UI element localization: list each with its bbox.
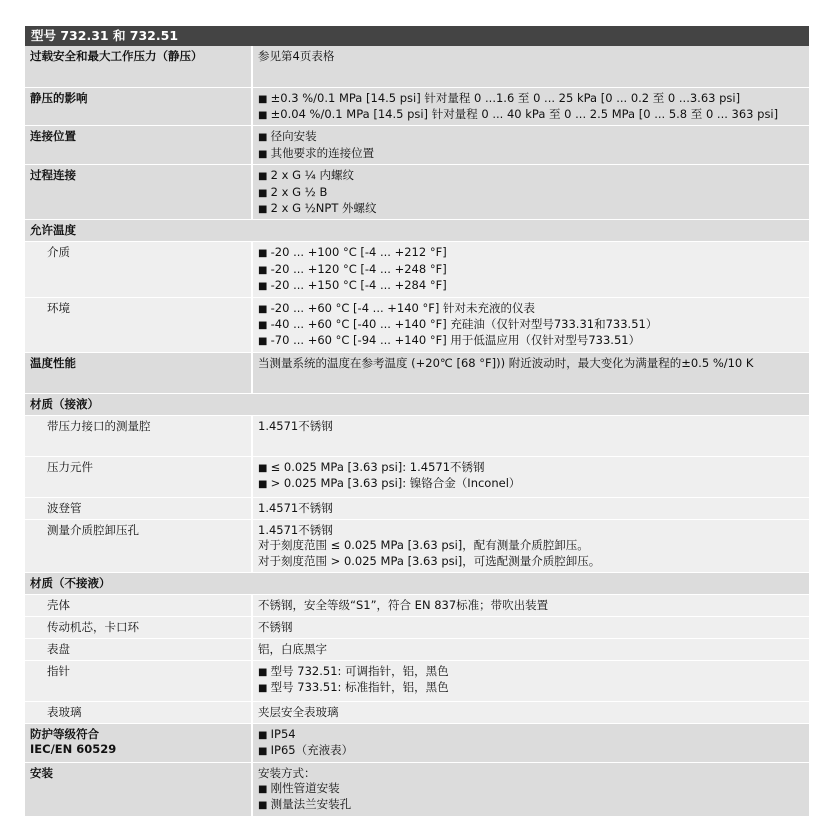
table-row bbox=[25, 46, 809, 87]
row-label: 传动机芯，卡口环 bbox=[25, 616, 252, 638]
table-row bbox=[25, 723, 809, 762]
row-value: ■ 刚性管道安装 bbox=[258, 781, 804, 797]
table-row bbox=[25, 165, 809, 220]
row-label: 过程连接 bbox=[25, 165, 252, 220]
row-value: ■ 2 x G ¼ 内螺纹 bbox=[258, 168, 804, 184]
table-row bbox=[25, 87, 809, 126]
row-label: 安装 bbox=[25, 762, 252, 816]
section-row bbox=[25, 572, 809, 594]
section-label: 材质（不接液） bbox=[25, 572, 809, 594]
table-row bbox=[25, 616, 809, 638]
row-value: ■ -70 ... +60 °C [-94 ... +140 °F] 用于低温应用（仅针对型号733.51） bbox=[258, 333, 804, 349]
row-value: ■ IP65（充液表） bbox=[258, 743, 804, 759]
row-label: 波登管 bbox=[25, 497, 252, 519]
row-value: ■ 径向安装 bbox=[258, 129, 804, 145]
row-value: 对于刻度范围 ≤ 0.025 MPa [3.63 psi]，配有测量介质腔卸压。 bbox=[258, 538, 589, 553]
table-row bbox=[25, 126, 809, 165]
row-value: ■ 其他要求的连接位置 bbox=[258, 146, 804, 162]
table-row bbox=[25, 594, 809, 616]
row-label: 表玻璃 bbox=[25, 701, 252, 723]
row-label: 带压力接口的测量腔 bbox=[25, 415, 252, 456]
spec-table-container bbox=[25, 26, 809, 817]
row-label-line2: IEC/EN 60529 bbox=[30, 742, 117, 757]
table-row bbox=[25, 762, 809, 816]
table-row bbox=[25, 660, 809, 701]
spec-table bbox=[25, 46, 809, 817]
table-row bbox=[25, 456, 809, 497]
section-row bbox=[25, 220, 809, 242]
table-row bbox=[25, 497, 809, 519]
row-value: 1.4571不锈钢 bbox=[258, 418, 333, 433]
row-label: 壳体 bbox=[25, 594, 252, 616]
row-label: 环境 bbox=[25, 297, 252, 352]
table-row bbox=[25, 297, 809, 352]
row-value: 当测量系统的温度在参考温度 (+20℃ [68 °F])) 附近波动时，最大变化为满量程的±0.5 %/10 K bbox=[258, 355, 754, 370]
row-value: ■ 型号 733.51: 标准指针，铝，黑色 bbox=[258, 680, 804, 696]
row-value: ■ -20 ... +100 °C [-4 ... +212 °F] bbox=[258, 245, 804, 261]
section-label: 材质（接液） bbox=[25, 393, 809, 415]
row-value: ■ -20 ... +120 °C [-4 ... +248 °F] bbox=[258, 262, 804, 278]
row-value: 夹层安全表玻璃 bbox=[258, 704, 339, 719]
row-value: ■ -20 ... +150 °C [-4 ... +284 °F] bbox=[258, 278, 804, 294]
row-label: 过载安全和最大工作压力（静压） bbox=[25, 46, 252, 87]
row-value: ■ 2 x G ½NPT 外螺纹 bbox=[258, 201, 804, 217]
row-value: ■ IP54 bbox=[258, 727, 804, 743]
row-label: 指针 bbox=[25, 660, 252, 701]
row-label: 压力元件 bbox=[25, 456, 252, 497]
table-row bbox=[25, 415, 809, 456]
row-value: 安装方式： bbox=[258, 765, 316, 780]
row-value: 1.4571不锈钢 bbox=[258, 500, 333, 515]
row-label: 温度性能 bbox=[25, 352, 252, 393]
table-row bbox=[25, 352, 809, 393]
row-value: 1.4571不锈钢 bbox=[258, 522, 333, 537]
row-value: ■ 2 x G ½ B bbox=[258, 185, 804, 201]
table-row bbox=[25, 638, 809, 660]
row-value: 对于刻度范围 > 0.025 MPa [3.63 psi]，可选配测量介质腔卸压。 bbox=[258, 553, 601, 568]
row-value: ■ 型号 732.51: 可调指针，铝，黑色 bbox=[258, 664, 804, 680]
table-title: 型号 732.31 和 732.51 bbox=[25, 26, 809, 46]
row-value: ■ -20 ... +60 °C [-4 ... +140 °F] 针对未充液的仪表 bbox=[258, 301, 804, 317]
row-value: 不锈钢 bbox=[258, 619, 293, 634]
row-value: ■ ≤ 0.025 MPa [3.63 psi]: 1.4571不锈钢 bbox=[258, 460, 804, 476]
row-value: ■ 测量法兰安装孔 bbox=[258, 797, 804, 813]
row-value: ■ ±0.3 %/0.1 MPa [14.5 psi] 针对量程 0 ...1.6 至 0 ... 25 kPa [0 ... 0.2 至 0 ...3.63 psi] bbox=[258, 91, 804, 107]
row-value: ■ ±0.04 %/0.1 MPa [14.5 psi] 针对量程 0 ... 40 kPa 至 0 ... 2.5 MPa [0 ... 5.8 至 0 ... 363 psi] bbox=[258, 107, 804, 123]
row-label: 防护等级符合 bbox=[30, 726, 99, 741]
row-value: 铝，白底黑字 bbox=[258, 641, 327, 656]
table-row bbox=[25, 701, 809, 723]
row-value: 不锈钢，安全等级“S1”，符合 EN 837标准；带吹出装置 bbox=[258, 597, 549, 612]
row-value: ■ -40 ... +60 °C [-40 ... +140 °F] 充硅油（仅针对型号733.31和733.51） bbox=[258, 317, 804, 333]
row-value: ■ > 0.025 MPa [3.63 psi]: 镍铬合金（Inconel） bbox=[258, 476, 804, 492]
row-label: 测量介质腔卸压孔 bbox=[25, 519, 252, 572]
table-row bbox=[25, 242, 809, 297]
section-row bbox=[25, 393, 809, 415]
row-label: 表盘 bbox=[25, 638, 252, 660]
table-row bbox=[25, 519, 809, 572]
row-value: 参见第4页表格 bbox=[258, 49, 335, 63]
row-label: 静压的影响 bbox=[25, 87, 252, 126]
section-label: 允许温度 bbox=[25, 220, 809, 242]
row-label: 介质 bbox=[25, 242, 252, 297]
row-label: 连接位置 bbox=[25, 126, 252, 165]
